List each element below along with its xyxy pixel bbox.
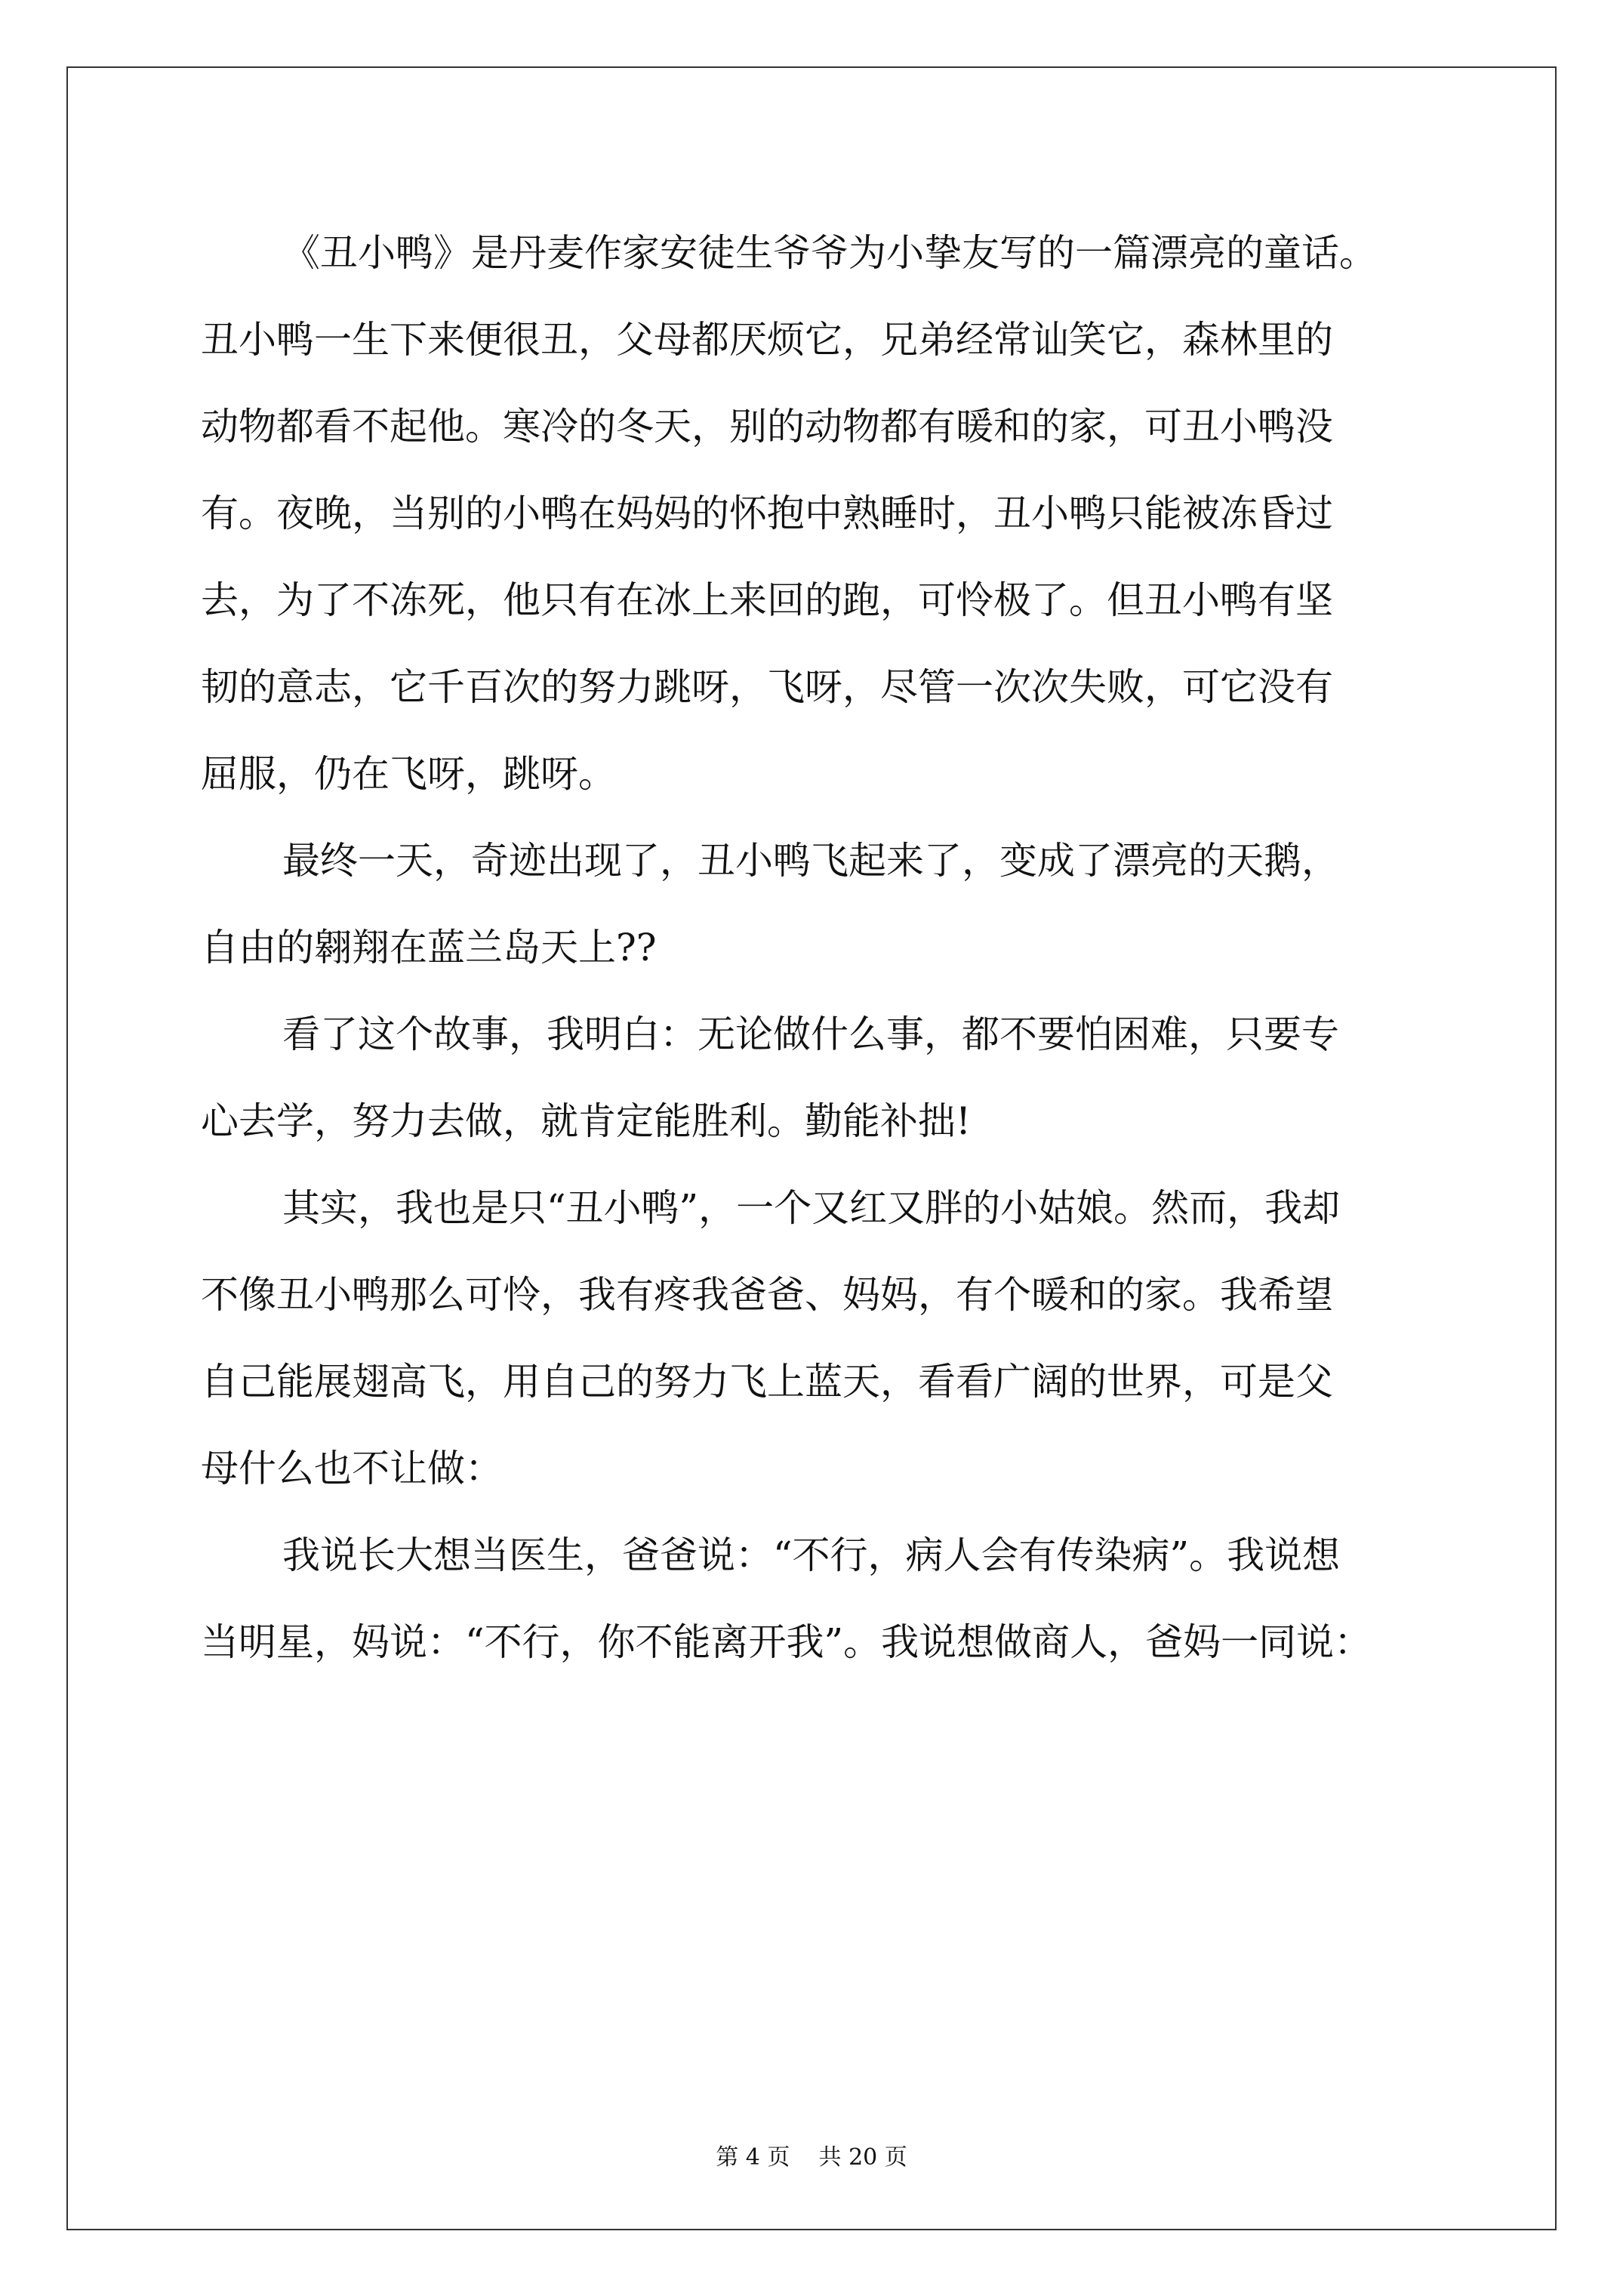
paragraph-3-line-1: 看了这个故事，我明白：无论做什么事，都不要怕困难，只要专 <box>282 1012 1339 1056</box>
page-total: 共 20 页 <box>818 2144 907 2171</box>
paragraph-2-line-1: 最终一天，奇迹出现了，丑小鸭飞起来了，变成了漂亮的天鹅， <box>282 839 1339 883</box>
paragraph-4-line-1: 其实，我也是只“丑小鸭”，一个又红又胖的小姑娘。然而，我却 <box>282 1186 1341 1230</box>
paragraph-4-line-3: 自己能展翅高飞，用自己的努力飞上蓝天，看看广阔的世界，可是父 <box>201 1360 1333 1404</box>
page-number: 第 4 页 <box>716 2144 790 2171</box>
paragraph-1-line-6: 韧的意志，它千百次的努力跳呀，飞呀，尽管一次次失败，可它没有 <box>201 665 1333 709</box>
paragraph-1-line-2: 丑小鸭一生下来便很丑，父母都厌烦它，兄弟经常讪笑它，森林里的 <box>201 318 1333 362</box>
paragraph-4-line-2: 不像丑小鸭那么可怜，我有疼我爸爸、妈妈，有个暖和的家。我希望 <box>201 1273 1333 1317</box>
paragraph-1-line-4: 有。夜晚，当别的小鸭在妈妈的怀抱中熟睡时，丑小鸭只能被冻昏过 <box>201 492 1333 535</box>
paragraph-1-line-1: 《丑小鸭》是丹麦作家安徒生爷爷为小挚友写的一篇漂亮的童话。 <box>282 231 1377 275</box>
page-footer <box>0 2138 1623 2171</box>
paragraph-3-line-2: 心去学，努力去做，就肯定能胜利。勤能补拙! <box>201 1099 972 1143</box>
paragraph-1-line-5: 去，为了不冻死，他只有在冰上来回的跑，可怜极了。但丑小鸭有坚 <box>201 578 1333 622</box>
paragraph-4-line-4: 母什么也不让做： <box>201 1447 503 1490</box>
paragraph-1-line-7: 屈服，仍在飞呀，跳呀。 <box>201 752 616 796</box>
paragraph-5-line-2: 当明星，妈说：“不行，你不能离开我”。我说想做商人，爸妈一同说： <box>201 1620 1372 1664</box>
paragraph-5-line-1: 我说长大想当医生，爸爸说：“不行，病人会有传染病”。我说想 <box>282 1533 1341 1577</box>
paragraph-1-line-3: 动物都看不起他。寒冷的冬天，别的动物都有暖和的家，可丑小鸭没 <box>201 405 1333 448</box>
paragraph-2-line-2: 自由的翱翔在蓝兰岛天上?? <box>201 926 657 969</box>
